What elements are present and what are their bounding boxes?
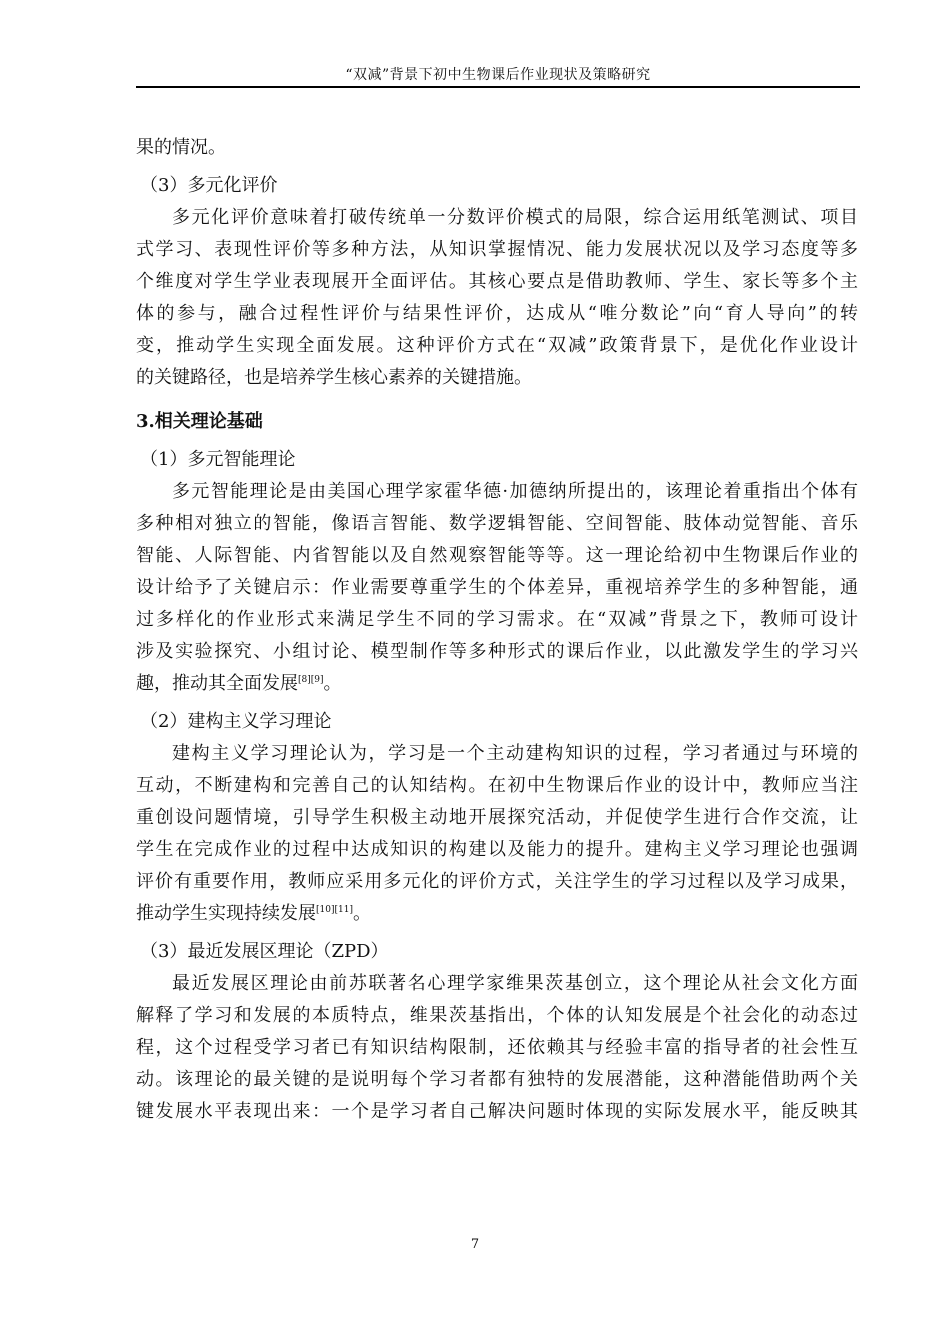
page-body	[136, 132, 858, 1128]
body-line: 设计给予了关键启示：作业需要尊重学生的个体差异，重视培养学生的多种智能，通	[136, 577, 858, 598]
body-line: 程，这个过程受学习者已有知识结构限制，还依赖其与经验丰富的指导者的社会性互	[136, 1037, 858, 1058]
body-line: 多元化评价意味着打破传统单一分数评价模式的局限，综合运用纸笔测试、项目	[172, 207, 858, 228]
body-line: 涉及实验探究、小组讨论、模型制作等多种形式的课后作业，以此激发学生的学习兴	[136, 641, 858, 662]
body-line: 解释了学习和发展的本质特点，维果茨基指出，个体的认知发展是个社会化的动态过	[136, 1005, 858, 1026]
subsection-heading-constructivism: （2）建构主义学习理论	[140, 711, 332, 732]
body-line: 体的参与，融合过程性评价与结果性评价，达成从“唯分数论”向“育人导向”的转	[136, 303, 858, 324]
body-line: 评价有重要作用，教师应采用多元化的评价方式，关注学生的学习过程以及学习成果，	[136, 871, 858, 892]
body-line: 互动，不断建构和完善自己的认知结构。在初中生物课后作业的设计中，教师应当注	[136, 775, 858, 796]
body-line: 多元智能理论是由美国心理学家霍华德·加德纳所提出的，该理论着重指出个体有	[172, 481, 858, 502]
running-header: “双减”背景下初中生物课后作业现状及策略研究	[345, 67, 651, 83]
page-number: 7	[470, 1237, 480, 1252]
body-line: 多种相对独立的智能，像语言智能、数学逻辑智能、空间智能、肢体动觉智能、音乐	[136, 513, 858, 534]
body-line: 最近发展区理论由前苏联著名心理学家维果茨基创立，这个理论从社会文化方面	[172, 973, 858, 994]
body-line: 推动学生实现持续发展[10][11]。	[136, 903, 371, 924]
subsection-heading-diversified-evaluation: （3）多元化评价	[140, 175, 278, 196]
header-divider	[136, 86, 860, 88]
body-line: 学生在完成作业的过程中达成知识的构建以及能力的提升。建构主义学习理论也强调	[136, 839, 858, 860]
body-line: 个维度对学生学业表现展开全面评估。其核心要点是借助教师、学生、家长等多个主	[136, 271, 858, 292]
body-line: 重创设问题情境，引导学生积极主动地开展探究活动，并促使学生进行合作交流，让	[136, 807, 858, 828]
body-line: 过多样化的作业形式来满足学生不同的学习需求。在“双减”背景之下，教师可设计	[136, 609, 858, 630]
citation-marker: [8][9]	[298, 675, 324, 685]
citation-marker: [10][11]	[316, 905, 353, 915]
body-line: 果的情况。	[136, 137, 226, 158]
body-line: 智能、人际智能、内省智能以及自然观察智能等等。这一理论给初中生物课后作业的	[136, 545, 858, 566]
section-heading-theoretical-basis: 3.相关理论基础	[136, 411, 263, 432]
body-line: 的关键路径，也是培养学生核心素养的关键措施。	[136, 367, 532, 388]
body-line: 式学习、表现性评价等多种方法，从知识掌握情况、能力发展状况以及学习态度等多	[136, 239, 858, 260]
body-line: 建构主义学习理论认为，学习是一个主动建构知识的过程，学习者通过与环境的	[172, 743, 858, 764]
subsection-heading-multiple-intelligences: （1）多元智能理论	[140, 449, 296, 470]
body-line: 键发展水平表现出来：一个是学习者自己解决问题时体现的实际发展水平，能反映其	[136, 1101, 858, 1122]
body-line: 动。该理论的最关键的是说明每个学习者都有独特的发展潜能，这种潜能借助两个关	[136, 1069, 858, 1090]
body-line: 趣，推动其全面发展[8][9]。	[136, 673, 342, 694]
body-line: 变，推动学生实现全面发展。这种评价方式在“双减”政策背景下，是优化作业设计	[136, 335, 858, 356]
subsection-heading-zpd: （3）最近发展区理论（ZPD）	[140, 941, 389, 962]
